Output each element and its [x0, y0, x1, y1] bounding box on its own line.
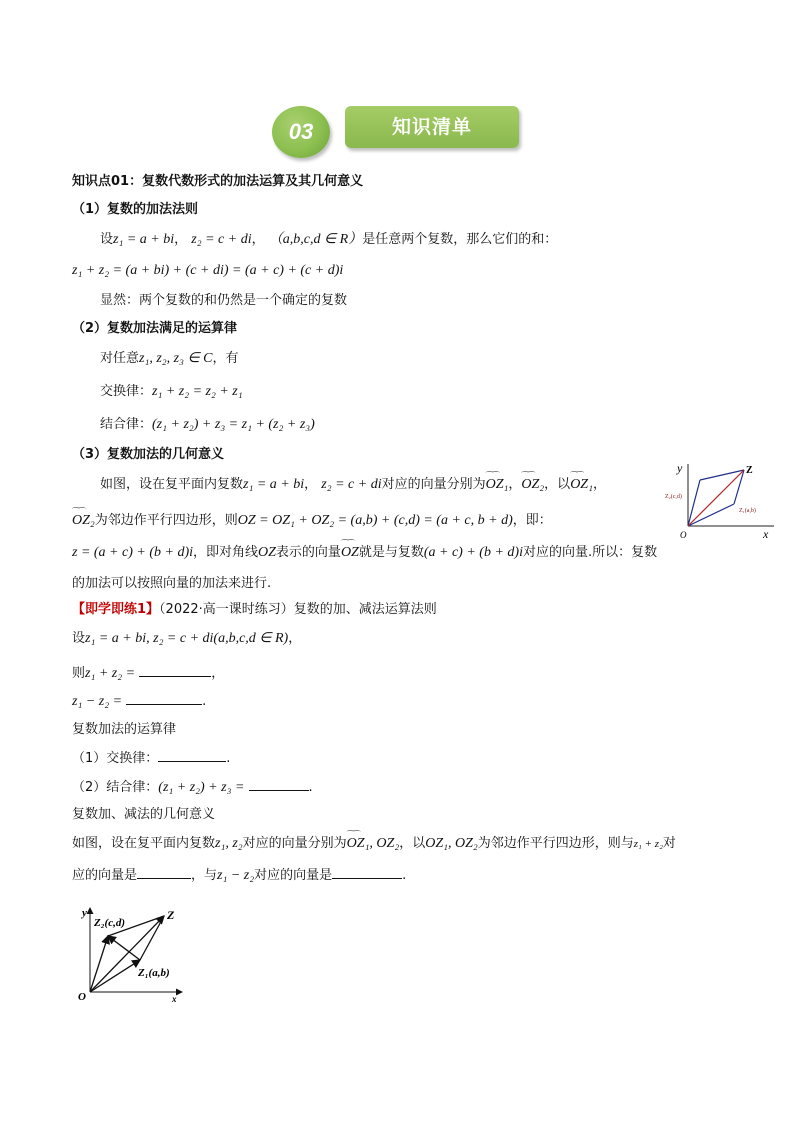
- answer-blank-sum-vector[interactable]: [137, 866, 191, 879]
- practice-header: 【即学即练1】（2022·高一课时练习）复数的加、减法运算法则: [72, 602, 437, 617]
- point-z2-label: Z₂(c,d): [94, 917, 126, 929]
- vector-oz2: [688, 480, 700, 526]
- practice-line3: z₁ − z₂ = .: [72, 694, 207, 709]
- kp1-s1-title: （1）复数的加法法则: [72, 202, 199, 217]
- point-z-label: Z: [167, 908, 175, 922]
- kp1-s1-formula: z₁ + z₂ = (a + bi) + (c + di) = (a + c) + (c + d)i: [72, 263, 344, 278]
- practice-line1: 设z₁ = a + bi, z₂ = c + di(a,b,c,d ∈ R)，: [72, 631, 302, 646]
- answer-blank-difference[interactable]: [126, 692, 202, 705]
- origin-label: O: [78, 991, 86, 1003]
- kp1-s3-title: （3）复数加法的几何意义: [72, 447, 225, 462]
- kp1-s1-note: 显然：两个复数的和仍然是一个确定的复数: [100, 293, 348, 308]
- parallelogram-figure-2: [72, 902, 192, 1004]
- point-z1-label: Z₁(a,b): [138, 967, 170, 979]
- y-axis-label: y: [677, 461, 683, 475]
- practice-line9: 应的向量是 ，与z₁ − z₂对应的向量是 .: [72, 868, 407, 883]
- kp1-s2-any: 对任意z₁, z₂, z₃ ∈ C，有: [100, 351, 239, 366]
- edge-z2-z: [700, 470, 744, 480]
- kp1-s3-line3: z = (a + c) + (b + d)i，即对角线OZ表示的向量⌒⌒ OZ就是与复数(a + c) + (b + d)i对应的向量.所以：复数: [72, 544, 657, 562]
- y-axis-label: y: [82, 907, 87, 919]
- parallelogram-figure-1: [662, 458, 782, 542]
- kp1-title: 知识点01：复数代数形式的加法运算及其几何意义: [72, 174, 364, 189]
- kp1-s3-line4: 的加法可以按照向量的加法来进行.: [72, 576, 272, 591]
- point-z2-label: Z₂(c,d): [665, 494, 682, 500]
- practice-line8: 如图，设在复平面内复数z₁, z₂对应的向量分别为⌒⌒ OZ₁, OZ₂，以OZ₁, OZ₂为邻边作平行四边形，则与z₁ + z₂对: [72, 835, 676, 853]
- answer-blank-commutative[interactable]: [158, 749, 226, 762]
- practice-line6: （2）结合律：(z₁ + z₂) + z₃ = .: [72, 780, 313, 795]
- practice-line2: 则z₁ + z₂ = ，: [72, 666, 225, 681]
- point-z-label: Z: [746, 465, 753, 476]
- kp1-s2-associative: 结合律：(z₁ + z₂) + z₃ = z₁ + (z₂ + z₃): [100, 417, 315, 432]
- practice-line7: 复数加、减法的几何意义: [72, 807, 216, 822]
- section-number: 03: [288, 119, 314, 144]
- vector-oz1: [90, 960, 140, 992]
- origin-label: O: [680, 530, 687, 540]
- practice-line5: （1）交换律： .: [72, 751, 231, 766]
- kp1-s2-title: （2）复数加法满足的运算律: [72, 321, 238, 336]
- point-z1-label: Z₁(a,b): [739, 508, 756, 514]
- kp1-s3-line1: 如图，设在复平面内复数z₁ = a + bi， z₂ = c + di对应的向量分别为⌒⌒ OZ₁，⌒⌒ OZ₂，以⌒⌒ OZ₁，: [100, 476, 606, 494]
- x-axis-label: x: [763, 527, 769, 541]
- answer-blank-sum[interactable]: [139, 664, 211, 677]
- section-title: 知识清单: [391, 116, 472, 138]
- vector-oz1: [688, 504, 734, 526]
- answer-blank-associative[interactable]: [249, 778, 309, 791]
- answer-blank-difference-vector[interactable]: [332, 866, 402, 879]
- kp1-s2-commutative: 交换律：z₁ + z₂ = z₂ + z₁: [100, 384, 243, 399]
- kp1-s3-line2: ⌒⌒ OZ₂为邻边作平行四边形，则OZ = OZ₁ + OZ₂ = (a,b) + (c,d) = (a + c, b + d)，即：: [72, 512, 552, 530]
- kp1-s1-line1: 设z₁ = a + bi， z₂ = c + di， （a,b,c,d ∈ R）是任意两个复数，那么它们的和：: [100, 232, 558, 247]
- x-axis-label: x: [172, 994, 177, 1004]
- practice-line4: 复数加法的运算律: [72, 722, 177, 737]
